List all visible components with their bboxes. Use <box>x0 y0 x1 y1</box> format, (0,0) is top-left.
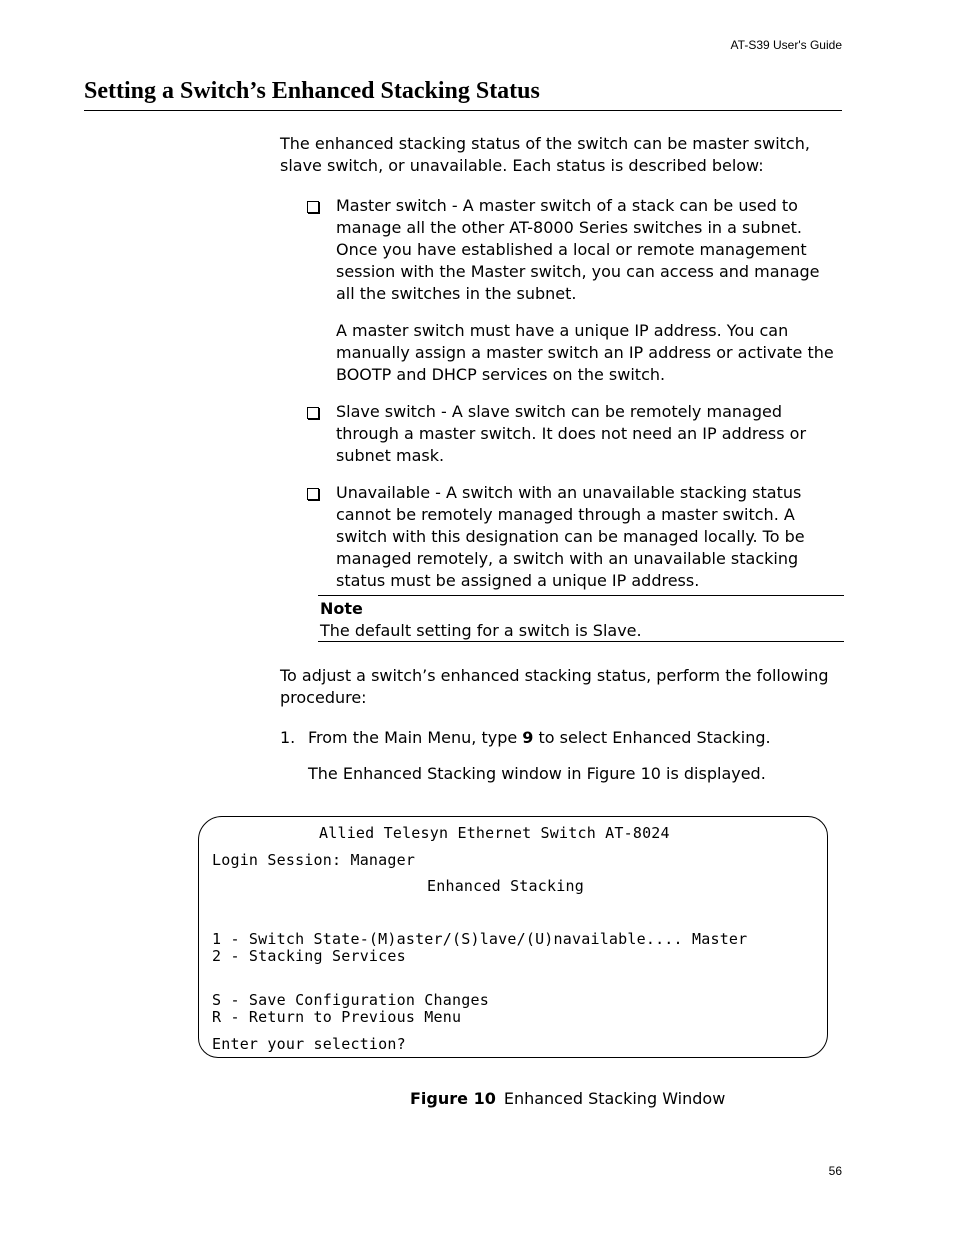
step-text-before: From the Main Menu, type <box>308 728 523 747</box>
checkbox-bullet-icon <box>307 407 319 419</box>
terminal-prompt: Enter your selection? <box>212 1035 406 1053</box>
figure-caption <box>410 1088 725 1110</box>
running-header: AT-S39 User's Guide <box>730 38 842 52</box>
terminal-menu-option-1: 1 - Switch State-(M)aster/(S)lave/(U)navailable.... Master <box>212 930 748 948</box>
note-box <box>318 595 844 642</box>
step-key: 9 <box>522 728 534 747</box>
bullet-text-unavailable: Unavailable - A switch with an unavailable stacking status cannot be remotely managed through a master switch. A switch with this designation can be managed locally. To be managed remotely, a switch with an unavailable stacking status must be assigned a unique IP address. <box>336 483 805 590</box>
step-result: The Enhanced Stacking window in Figure 10 is displayed. <box>308 764 766 783</box>
page-number: 56 <box>828 1164 842 1178</box>
figure-label: Figure 10 <box>410 1089 496 1108</box>
step-text <box>308 727 840 749</box>
terminal-menu-option-return: R - Return to Previous Menu <box>212 1008 462 1026</box>
procedure-intro: To adjust a switch’s enhanced stacking status, perform the following procedure: <box>280 666 829 707</box>
intro-paragraph: The enhanced stacking status of the switch can be master switch, slave switch, or unavailable. Each status is described below: <box>280 134 810 175</box>
bullet-text-master: Master switch - A master switch of a stack can be used to manage all the other AT-8000 Series switches in a subnet. Once you have established a local or remote management session with the Master switch, you can access and manage all the switches in the subnet. <box>336 196 820 303</box>
status-list <box>307 195 842 607</box>
figure-caption-text: Enhanced Stacking Window <box>503 1089 726 1108</box>
checkbox-bullet-icon <box>307 201 319 213</box>
list-item <box>307 401 842 467</box>
terminal-menu-option-save: S - Save Configuration Changes <box>212 991 489 1009</box>
section-title: Setting a Switch’s Enhanced Stacking Status <box>84 76 842 111</box>
step-number: 1. <box>280 728 296 747</box>
checkbox-bullet-icon <box>307 488 319 500</box>
bullet-subparagraph-master: A master switch must have a unique IP address. You can manually assign a master switch an IP address or activate the BOOTP and DHCP services on the switch. <box>336 321 834 384</box>
step-text-after: to select Enhanced Stacking. <box>533 728 771 747</box>
terminal-menu-option-2: 2 - Stacking Services <box>212 947 406 965</box>
list-item <box>307 482 842 592</box>
note-text: The default setting for a switch is Slave. <box>320 621 642 640</box>
terminal-title: Allied Telesyn Ethernet Switch AT-8024 <box>319 824 670 842</box>
terminal-login-session: Login Session: Manager <box>212 851 416 869</box>
note-heading: Note <box>320 599 363 618</box>
terminal-window <box>198 816 828 1058</box>
bullet-text-slave: Slave switch - A slave switch can be remotely managed through a master switch. It does not need an IP address or subnet mask. <box>336 402 807 465</box>
terminal-menu-title: Enhanced Stacking <box>427 877 584 895</box>
list-item <box>307 195 842 386</box>
